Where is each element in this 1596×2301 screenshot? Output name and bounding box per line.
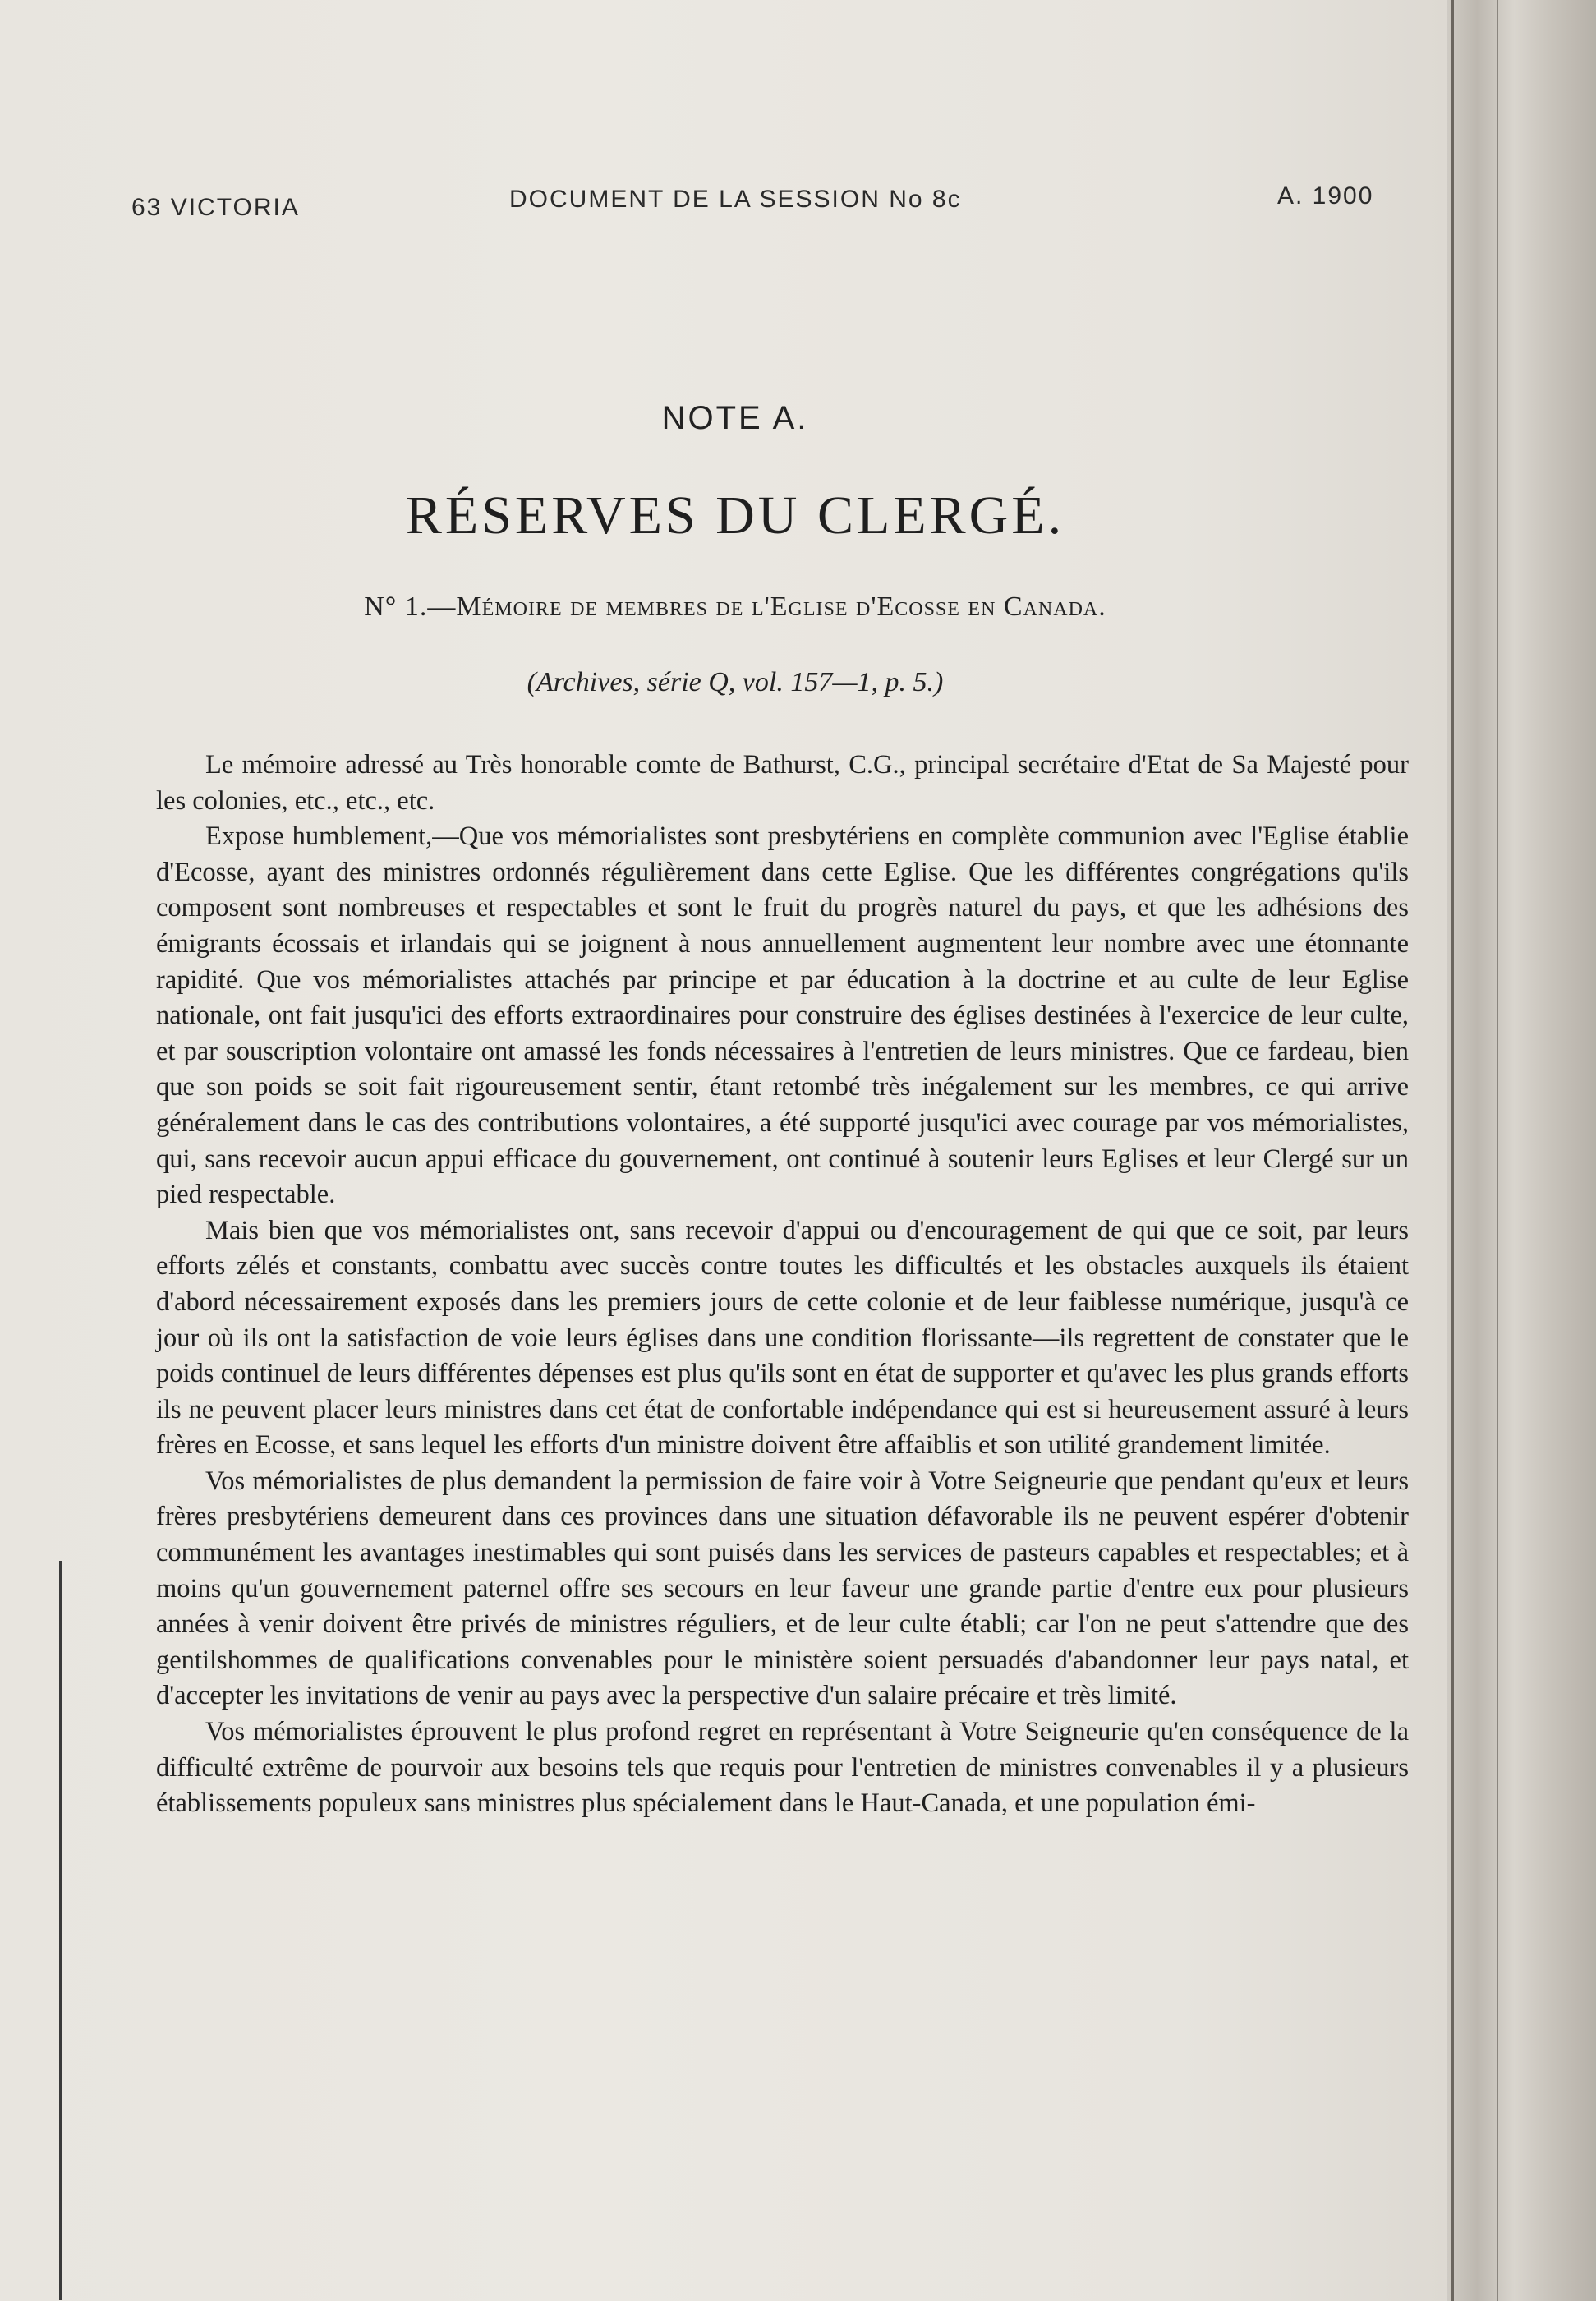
paragraph: Le mémoire adressé au Très honorable comte de Bathurst, C.G., principal secrétaire d'Etat de Sa Majesté pour les colonies, etc., etc., etc. — [156, 750, 1409, 816]
header-document: DOCUMENT DE LA SESSION No 8c — [509, 186, 962, 213]
paragraph: Vos mémorialistes éprouvent le plus profond regret en représentant à Votre Seigneurie qu'en conséquence de la difficulté extrême de pourvoir aux besoins tels que requis pour l'entretien de ministres convenables il y a plusieurs établissements populeux sans ministres plus spécialement dans le Haut-Canada, et une population émi- — [156, 1717, 1409, 1819]
note-title: NOTE A. — [661, 400, 809, 436]
running-header — [131, 182, 1396, 223]
paragraph: Mais bien que vos mémorialistes ont, sans recevoir d'appui ou d'encouragement de qui que ce soit, par leurs efforts zélés et constants, combattu avec succès contre toutes les difficultés et les obstacles auxquels ils étaient d'abord nécessairement exposés dans les premiers jours de cette colonie et de leur faiblesse numérique, jusqu'à ce jour où ils ont la satisfaction de voie leurs églises dans une condition florissante—ils regrettent de constater que le poids continuel de leurs différentes dépenses est plus qu'ils sont en état de supporter et qu'avec les plus grands efforts ils ne peuvent placer leurs ministres dans cet état de confortable indépendance qui est si heureusement assuré à leurs frères en Ecosse, et sans lequel les efforts d'un ministre doivent être affaiblis et son utilité grandement limitée. — [156, 1215, 1409, 1461]
header-volume: 63 VICTORIA — [131, 194, 300, 221]
paragraph: Vos mémorialistes de plus demandent la permission de faire voir à Votre Seigneurie que pendant qu'eux et leurs frères presbytériens demeurent dans ces provinces dans une situation défavorable ils ne peuvent espérer d'obtenir communément les avantages inestimables qui sont puisés dans les services de pasteurs capables et respectables; et à moins qu'un gouvernement paternel offre ses secours en leur faveur une grande partie d'entre eux pour plusieurs années à venir doivent être privés de ministres réguliers, et de leur culte établi; car l'on ne peut s'attendre que des gentilshommes de qualifications convenables pour le ministère soient persuadés d'abandonner leur pays natal, et d'accepter les invitations de venir au pays avec la perspective d'un salaire précaire et très limité. — [156, 1466, 1409, 1711]
body-text — [156, 748, 1409, 1822]
header-year: A. 1900 — [1277, 182, 1374, 209]
binding-edge-line — [1451, 0, 1454, 2301]
document-subtitle: N° 1.—Mémoire de membres de l'Eglise d'Ecosse en Canada. — [364, 591, 1106, 622]
page-title: RÉSERVES DU CLERGÉ. — [405, 486, 1065, 545]
book-binding — [1447, 0, 1596, 2301]
binding-edge-line — [1497, 0, 1498, 2301]
page-edge-shadow — [59, 1561, 62, 2300]
paragraph: Expose humblement,—Que vos mémorialistes sont presbytériens en complète communion avec l'Eglise établie d'Ecosse, ayant des ministres ordonnés régulièrement dans cette Eglise. Que les différentes congrégations qu'ils composent sont nombreuses et respectables et sont le fruit du progrès naturel du pays, et que les adhésions des émigrants écossais et irlandais qui se joignent à nous annuellement augmentent leur nombre avec une étonnante rapidité. Que vos mémorialistes attachés par principe et par éducation à la doctrine et au culte de leur Eglise nationale, ont fait jusqu'ici des efforts extraordinaires pour construire des églises destinées à l'exercice de leur culte, et par souscription volontaire ont amassé les fonds nécessaires à l'entretien de leurs ministres. Que ce fardeau, bien que son poids se soit fait rigoureusement sentir, étant retombé très inégalement sur les membres, ce qui arrive généralement dans le cas des contributions volontaires, a été supporté jusqu'ici avec courage par vos mémorialistes, qui, sans recevoir aucun appui efficace du gouvernement, ont continué à soutenir leurs Eglises et leur Clergé sur un pied respectable. — [156, 821, 1409, 1210]
archive-source: (Archives, série Q, vol. 157—1, p. 5.) — [527, 667, 944, 697]
